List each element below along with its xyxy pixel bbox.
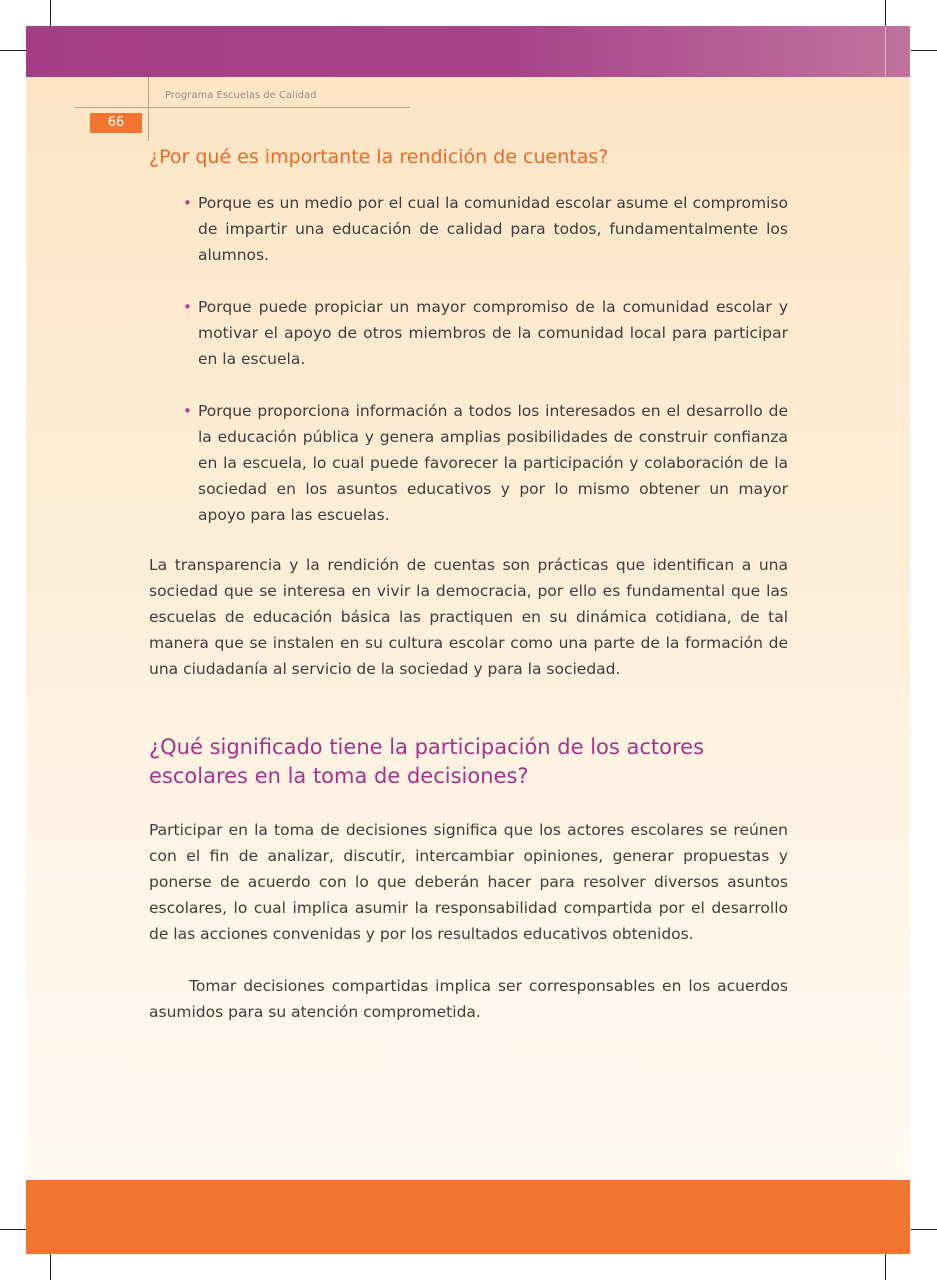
page-content [149, 143, 788, 1025]
crop-mark [885, 1254, 886, 1280]
list-item-text: Porque puede propiciar un mayor compromiso de la comunidad escolar y motivar el apoyo de otros miembros de la comunidad local para participar en la escuela. [198, 298, 788, 368]
section-heading-participacion: ¿Qué significado tiene la participación de los actores escolares en la toma de decisiones? [149, 735, 705, 788]
list-item [183, 398, 788, 528]
crop-mark [911, 1229, 937, 1230]
crop-mark [911, 50, 937, 51]
list-item-text: Porque proporciona información a todos los interesados en el desarrollo de la educación pública y genera amplias posibilidades de construir confianza en la escuela, lo cual puede favorecer la participación y colaboración de la sociedad en los asuntos educativos y por lo mismo obtener un mayor apoyo para las escuelas. [198, 402, 788, 524]
bottom-color-band [26, 1180, 910, 1254]
paragraph-corresponsables: Tomar decisiones compartidas implica ser corresponsables en los acuerdos asumidos para su atención comprometida. [149, 977, 788, 1021]
header-divider-horizontal [75, 107, 410, 108]
top-color-band [26, 26, 910, 77]
crop-mark [885, 0, 886, 26]
list-item-text: Porque es un medio por el cual la comunidad escolar asume el compromiso de impartir una educación de calidad para todos, fundamentalmente los alumnos. [198, 194, 788, 264]
bullet-dot-icon: • [183, 402, 192, 420]
header-divider-vertical [148, 77, 149, 141]
page-number: 66 [90, 113, 142, 133]
bullet-dot-icon: • [183, 194, 192, 212]
bullet-dot-icon: • [183, 298, 192, 316]
list-item [183, 190, 788, 268]
bullet-list [149, 190, 788, 528]
crop-mark [0, 50, 26, 51]
document-page [26, 26, 910, 1254]
list-item [183, 294, 788, 372]
running-head: Programa Escuelas de Calidad [165, 90, 317, 101]
crop-mark [50, 0, 51, 26]
paragraph-toma-decisiones: Participar en la toma de decisiones significa que los actores escolares se reúnen con el fin de analizar, discutir, intercambiar opiniones, generar propuestas y ponerse de acuerdo con lo que deberán hacer para resolver diversos asuntos escolares, lo cual implica asumir la responsabilidad compartida por el desarrollo de las acciones convenidas y por los resultados educativos obtenidos. [149, 821, 788, 943]
paragraph-transparencia: La transparencia y la rendición de cuentas son prácticas que identifican a una sociedad que se interesa en vivir la democracia, por ello es fundamental que las escuelas de educación básica las practiquen en su dinámica cotidiana, de tal manera que se instalen en su cultura escolar como una parte de la formación de una ciudadanía al servicio de la sociedad y para la sociedad. [149, 556, 788, 678]
crop-mark [0, 1229, 26, 1230]
section-heading-rendicion: ¿Por qué es importante la rendición de cuentas? [149, 146, 609, 168]
crop-mark [50, 1254, 51, 1280]
